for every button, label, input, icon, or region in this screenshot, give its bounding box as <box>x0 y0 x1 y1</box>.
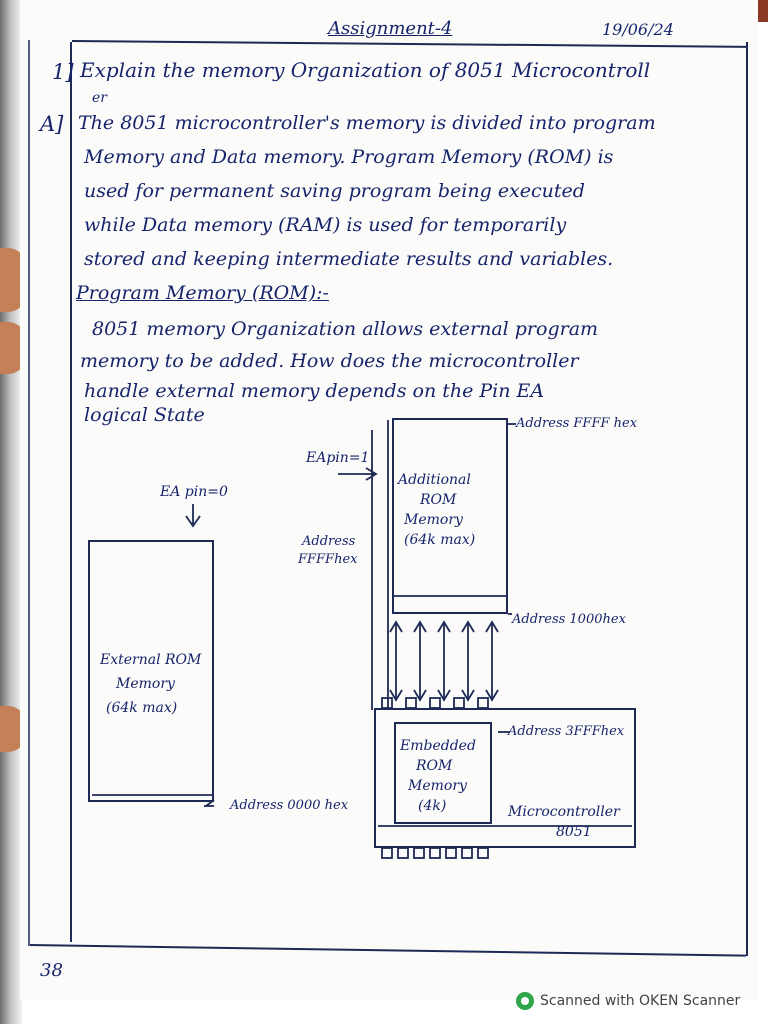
ea-pin-1-label: EApin=1 <box>306 450 370 466</box>
external-rom-label-2: Memory <box>116 676 175 692</box>
page-left-edge-shadow <box>0 0 22 1024</box>
para2-line-3: handle external memory depends on the Pin EA <box>84 380 545 402</box>
embedded-rom-label-3: Memory <box>408 778 467 794</box>
address-1000-label: Address 1000hex <box>512 612 626 627</box>
answer-line-3: used for permanent saving program being executed <box>84 180 585 202</box>
para2-line-2: memory to be added. How does the microcontroller <box>80 350 579 372</box>
external-rom-label-1: External ROM <box>100 652 202 668</box>
date: 19/06/24 <box>602 20 674 39</box>
address-3fff-label: Address 3FFFhex <box>508 724 625 739</box>
answer-line-5: stored and keeping intermediate results and variables. <box>84 248 614 270</box>
right-rule <box>746 42 748 956</box>
embedded-rom-label-4: (4k) <box>418 798 447 814</box>
additional-rom-label-4: (64k max) <box>404 532 476 548</box>
answer-line-4: while Data memory (RAM) is used for temporarily <box>84 214 567 236</box>
para2-line-1: 8051 memory Organization allows external program <box>92 318 599 340</box>
external-rom-box <box>88 540 214 802</box>
subheading: Program Memory (ROM):- <box>76 282 329 304</box>
left-rule <box>70 42 72 942</box>
question-text-wrap: er <box>92 90 107 106</box>
assignment-title: Assignment-4 <box>328 18 453 39</box>
para2-line-4: logical State <box>84 404 205 426</box>
answer-line-2: Memory and Data memory. Program Memory (ROM) is <box>84 146 614 168</box>
oken-logo-icon <box>516 992 534 1010</box>
additional-rom-label-3: Memory <box>404 512 463 528</box>
embedded-rom-label-1: Embedded <box>400 738 476 754</box>
address-0000-label: Address 0000 hex <box>230 798 349 813</box>
question-text: Explain the memory Organization of 8051 Microcontroll <box>80 58 651 82</box>
additional-rom-label-1: Additional <box>398 472 471 488</box>
embedded-rom-label-2: ROM <box>416 758 453 774</box>
answer-line-1: The 8051 microcontroller's memory is divided into program <box>78 112 656 134</box>
scanner-text: Scanned with OKEN Scanner <box>540 993 741 1009</box>
external-rom-label-3: (64k max) <box>106 700 178 716</box>
microcontroller-label-1: Microcontroller <box>508 804 620 820</box>
address-ffff-side-label-1: Address <box>302 534 356 549</box>
page-number: 38 <box>40 960 63 981</box>
ea-pin-0-label: EA pin=0 <box>160 484 228 500</box>
microcontroller-label-2: 8051 <box>556 824 592 840</box>
question-number: 1] <box>52 60 74 84</box>
answer-marker: A] <box>40 112 64 136</box>
scanner-footer <box>516 990 740 1012</box>
address-ffff-side-label-2: FFFFhex <box>298 552 358 567</box>
address-ffff-top-label: Address FFFF hex <box>516 416 638 431</box>
margin-rule <box>28 40 30 946</box>
additional-rom-label-2: ROM <box>420 492 457 508</box>
